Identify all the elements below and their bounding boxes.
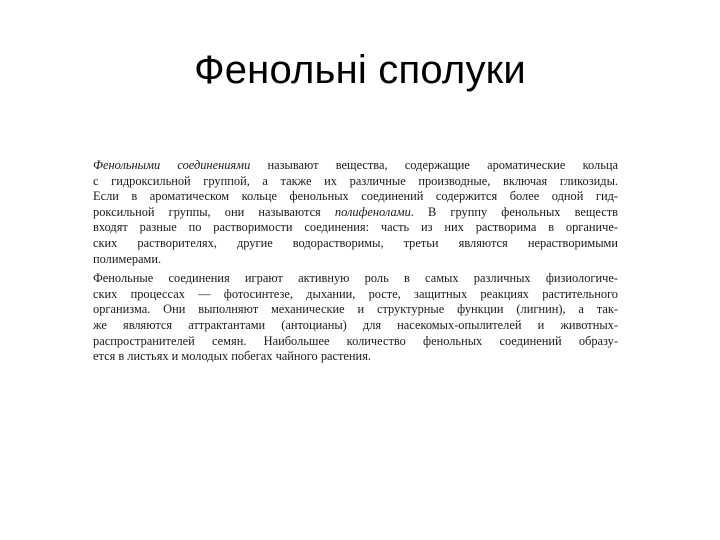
text-line: полимерами. (93, 251, 162, 266)
scanned-text-block (93, 158, 618, 365)
slide-title: Фенольні сполуки (194, 48, 526, 92)
text-segment: роксильной группы, они называются (93, 204, 335, 219)
italic-term: Фенольными соединениями (93, 158, 251, 172)
text-line: распространителей семян. Наибольшее количество фенольных соединений образу- (93, 333, 618, 348)
paragraph-1 (93, 158, 618, 267)
text-line (93, 158, 618, 174)
text-line: ских растворителях, другие водорастворимы, третьи являются нерастворимыми (93, 235, 618, 250)
text-line: Если в ароматическом кольце фенольных соединений содержится более одной гид- (93, 189, 618, 204)
text-segment: . В группу фенольных веществ (410, 204, 618, 219)
text-line: ется в листьях и молодых побегах чайного растения. (93, 349, 371, 364)
text-line: ских процессах — фотосинтезе, дыхании, росте, защитных реакциях растительного (93, 286, 618, 301)
text-line: с гидроксильной группой, а также их различные производные, включая гликозиды. (93, 173, 618, 188)
paragraph-2 (93, 271, 618, 365)
text-line: организма. Они выполняют механические и структурные функции (лигнин), а так- (93, 302, 618, 317)
text-line: входят разные по растворимости соединения: часть из них растворима в органиче- (93, 220, 618, 235)
text-line: же являются аттрактантами (антоцианы) для насекомых-опылителей и животных- (93, 317, 618, 332)
text-line (93, 205, 618, 221)
text-segment: называют вещества, содержащие ароматические кольца (250, 158, 618, 172)
italic-term: полифенолами (334, 204, 411, 219)
text-line: Фенольные соединения играют активную роль в самых различных физиологиче- (93, 271, 618, 286)
